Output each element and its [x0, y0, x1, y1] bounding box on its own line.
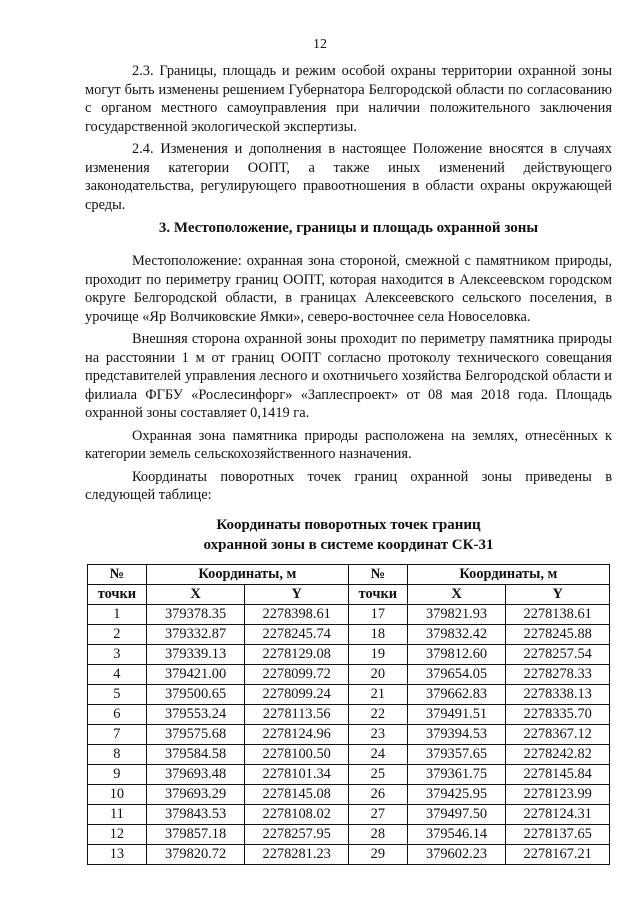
point-number-cell: 13	[88, 845, 147, 865]
x-coordinate-cell: 379553.24	[146, 705, 245, 725]
point-number-cell: 2	[88, 625, 147, 645]
point-number-cell: 20	[348, 665, 407, 685]
table-row	[88, 785, 610, 805]
y-coordinate-cell: 2278335.70	[506, 705, 610, 725]
x-coordinate-cell: 379832.42	[407, 625, 506, 645]
x-coordinate-cell: 379857.18	[146, 825, 245, 845]
y-coordinate-cell: 2278145.08	[245, 785, 349, 805]
header-coordinates: Координаты, м	[407, 565, 609, 585]
x-coordinate-cell: 379357.65	[407, 745, 506, 765]
table-row	[88, 825, 610, 845]
x-coordinate-cell: 379378.35	[146, 605, 245, 625]
table-title-line-1: Координаты поворотных точек границ	[216, 517, 481, 533]
table-title-line-2: охранной зоны в системе координат СК-31	[203, 537, 494, 553]
coordinates-table	[87, 564, 610, 865]
table-row	[88, 665, 610, 685]
point-number-cell: 7	[88, 725, 147, 745]
point-number-cell: 4	[88, 665, 147, 685]
paragraph-2-3: 2.3. Границы, площадь и режим особой охраны территории охранной зоны могут быть изменены решением Губернатора Белгородской области по согласованию с органом местного самоуправления при наличии положительного заключения государственной экологической экспертизы.	[85, 63, 612, 135]
point-number-cell: 25	[348, 765, 407, 785]
point-number-cell: 8	[88, 745, 147, 765]
point-number-cell: 1	[88, 605, 147, 625]
x-coordinate-cell: 379693.29	[146, 785, 245, 805]
y-coordinate-cell: 2278137.65	[506, 825, 610, 845]
table-row	[88, 725, 610, 745]
table-row	[88, 705, 610, 725]
page-number: 12	[313, 37, 327, 52]
x-coordinate-cell: 379575.68	[146, 725, 245, 745]
point-number-cell: 29	[348, 845, 407, 865]
table-row	[88, 605, 610, 625]
table-row	[88, 765, 610, 785]
x-coordinate-cell: 379693.48	[146, 765, 245, 785]
point-number-cell: 12	[88, 825, 147, 845]
x-coordinate-cell: 379812.60	[407, 645, 506, 665]
paragraph-location: Местоположение: охранная зона стороной, смежной с памятником природы, проходит по периметру границ ООПТ, которая находится в Алексеевском городском округе Белгородской области, в границах Алексеевского сельского поселения, в урочище «Яр Волчиковские Ямки», северо-восточнее села Новоселовка.	[85, 253, 612, 325]
y-coordinate-cell: 2278108.02	[245, 805, 349, 825]
table-row	[88, 625, 610, 645]
header-y: Y	[506, 585, 610, 605]
y-coordinate-cell: 2278257.95	[245, 825, 349, 845]
y-coordinate-cell: 2278367.12	[506, 725, 610, 745]
table-header-row-2	[88, 585, 610, 605]
point-number-cell: 22	[348, 705, 407, 725]
x-coordinate-cell: 379339.13	[146, 645, 245, 665]
header-x: X	[146, 585, 245, 605]
x-coordinate-cell: 379491.51	[407, 705, 506, 725]
header-coordinates: Координаты, м	[146, 565, 348, 585]
y-coordinate-cell: 2278281.23	[245, 845, 349, 865]
y-coordinate-cell: 2278113.56	[245, 705, 349, 725]
point-number-cell: 28	[348, 825, 407, 845]
section-2-text	[85, 62, 612, 214]
point-number-cell: 6	[88, 705, 147, 725]
y-coordinate-cell: 2278338.13	[506, 685, 610, 705]
x-coordinate-cell: 379843.53	[146, 805, 245, 825]
section-3-heading: 3. Местоположение, границы и площадь охранной зоны	[158, 220, 539, 236]
y-coordinate-cell: 2278145.84	[506, 765, 610, 785]
y-coordinate-cell: 2278124.96	[245, 725, 349, 745]
y-coordinate-cell: 2278099.72	[245, 665, 349, 685]
y-coordinate-cell: 2278129.08	[245, 645, 349, 665]
x-coordinate-cell: 379425.95	[407, 785, 506, 805]
paragraph-land-category: Охранная зона памятника природы расположена на землях, отнесённых к категории земель сельскохозяйственного назначения.	[85, 427, 612, 462]
header-no: №	[348, 565, 407, 585]
header-x: X	[407, 585, 506, 605]
y-coordinate-cell: 2278124.31	[506, 805, 610, 825]
header-point: точки	[88, 585, 147, 605]
y-coordinate-cell: 2278123.99	[506, 785, 610, 805]
x-coordinate-cell: 379654.05	[407, 665, 506, 685]
y-coordinate-cell: 2278398.61	[245, 605, 349, 625]
point-number-cell: 9	[88, 765, 147, 785]
table-row	[88, 805, 610, 825]
point-number-cell: 27	[348, 805, 407, 825]
table-header-row-1	[88, 565, 610, 585]
table-row	[88, 685, 610, 705]
point-number-cell: 3	[88, 645, 147, 665]
point-number-cell: 19	[348, 645, 407, 665]
point-number-cell: 11	[88, 805, 147, 825]
y-coordinate-cell: 2278101.34	[245, 765, 349, 785]
x-coordinate-cell: 379602.23	[407, 845, 506, 865]
point-number-cell: 23	[348, 725, 407, 745]
section-3-text	[85, 252, 612, 505]
x-coordinate-cell: 379500.65	[146, 685, 245, 705]
header-point: точки	[348, 585, 407, 605]
point-number-cell: 10	[88, 785, 147, 805]
y-coordinate-cell: 2278245.74	[245, 625, 349, 645]
paragraph-coordinates-intro: Координаты поворотных точек границ охранной зоны приведены в следующей таблице:	[85, 468, 612, 503]
header-no: №	[88, 565, 147, 585]
x-coordinate-cell: 379821.93	[407, 605, 506, 625]
point-number-cell: 5	[88, 685, 147, 705]
table-row	[88, 845, 610, 865]
table-body	[88, 605, 610, 865]
x-coordinate-cell: 379332.87	[146, 625, 245, 645]
header-y: Y	[245, 585, 349, 605]
table-row	[88, 645, 610, 665]
x-coordinate-cell: 379421.00	[146, 665, 245, 685]
point-number-cell: 18	[348, 625, 407, 645]
y-coordinate-cell: 2278242.82	[506, 745, 610, 765]
table-row	[88, 745, 610, 765]
x-coordinate-cell: 379546.14	[407, 825, 506, 845]
x-coordinate-cell: 379394.53	[407, 725, 506, 745]
x-coordinate-cell: 379820.72	[146, 845, 245, 865]
x-coordinate-cell: 379662.83	[407, 685, 506, 705]
y-coordinate-cell: 2278257.54	[506, 645, 610, 665]
point-number-cell: 24	[348, 745, 407, 765]
paragraph-outer-side: Внешняя сторона охранной зоны проходит по периметру памятника природы на расстоянии 1 м от границ ООПТ согласно протоколу технического совещания представителей управления лесного и охотничьего хозяйства Белгородской области и филиала ФГБУ «Рослесинфорг» «Заплеспроект» от 08 мая 2018 года. Площадь охранной зоны составляет 0,1419 га.	[85, 331, 612, 421]
y-coordinate-cell: 2278245.88	[506, 625, 610, 645]
y-coordinate-cell: 2278099.24	[245, 685, 349, 705]
x-coordinate-cell: 379361.75	[407, 765, 506, 785]
point-number-cell: 17	[348, 605, 407, 625]
y-coordinate-cell: 2278100.50	[245, 745, 349, 765]
y-coordinate-cell: 2278278.33	[506, 665, 610, 685]
y-coordinate-cell: 2278138.61	[506, 605, 610, 625]
y-coordinate-cell: 2278167.21	[506, 845, 610, 865]
table-title	[85, 515, 612, 555]
paragraph-2-4: 2.4. Изменения и дополнения в настоящее Положение вносятся в случаях изменения категории ООПТ, а также иных изменений действующего законодательства, регулирующего правоотношения в области охраны окружающей среды.	[85, 141, 612, 213]
x-coordinate-cell: 379497.50	[407, 805, 506, 825]
point-number-cell: 21	[348, 685, 407, 705]
point-number-cell: 26	[348, 785, 407, 805]
x-coordinate-cell: 379584.58	[146, 745, 245, 765]
